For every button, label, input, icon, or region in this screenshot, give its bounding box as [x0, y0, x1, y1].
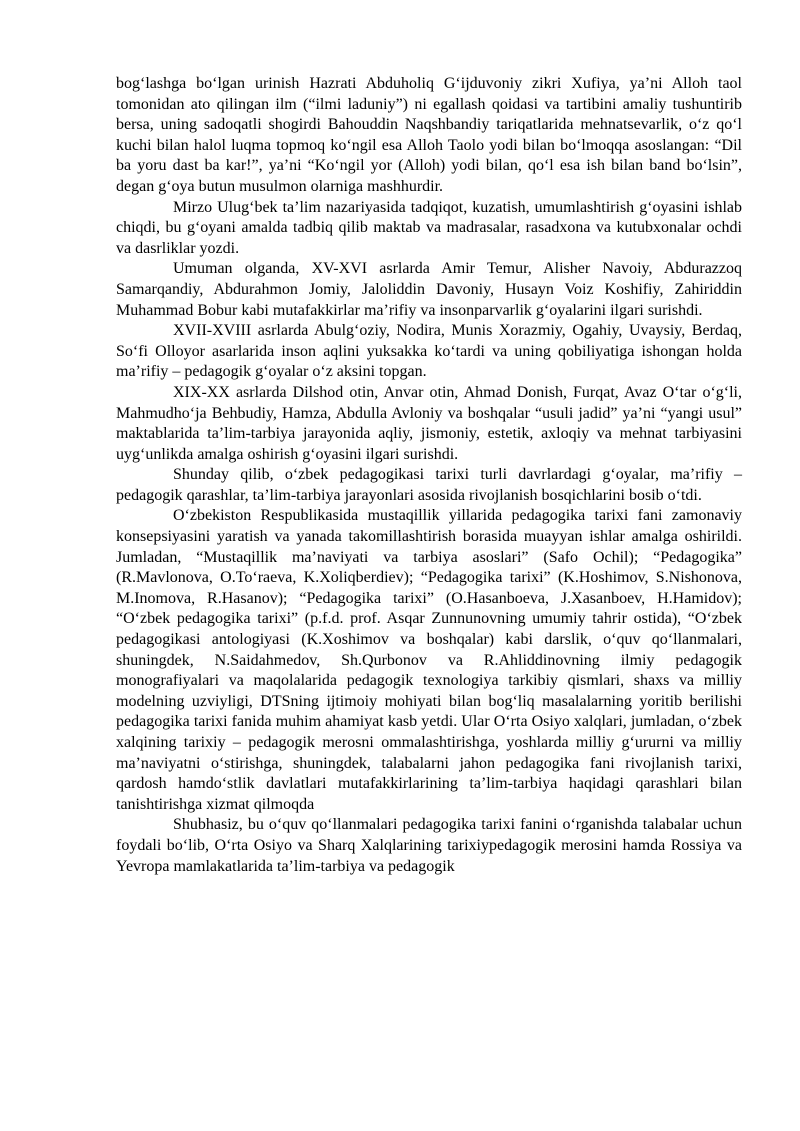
paragraph-8: Shubhasiz, bu o‘quv qo‘llanmalari pedagogika tarixi fanini o‘rganishda talabalar uchun foydali bo‘lib, O‘rta Osiyo va Sharq Xalqlarining tarixiypedagogik merosini hamda Rossiya va Yevropa mamlakatlarida ta’lim-tarbiya va pedagogik: [116, 816, 742, 875]
paragraph-5: XIX-XX asrlarda Dilshod otin, Anvar otin, Ahmad Donish, Furqat, Avaz O‘tar o‘g‘li, Mahmudho‘ja Behbudiy, Hamza, Abdulla Avloniy va boshqalar “usuli jadid” ya’ni “yangi usul” maktablarida ta’lim-tarbiya jarayonida aqliy, jismoniy, estetik, axloqiy va mehnat tarbiyasini uyg‘unlikda amalga oshirish g‘oyasini ilgari surishdi.: [116, 383, 742, 463]
paragraph-7: O‘zbekiston Respublikasida mustaqillik yillarida pedagogika tarixi fani zamonaviy konsepsiyasini yaratish va yanada takomillashtirish borasida muayyan ishlar amalga oshirildi. Jumladan, “Mustaqillik ma’naviyati va tarbiya asoslari” (Safo Ochil); “Pedagogika” (R.Mavlonova, O.To‘raeva, K.Xoliqberdiev); “Pedagogika tarixi” (K.Hoshimov, S.Nishonova, M.Inomova, R.Hasanov); “Pedagogika tarixi” (O.Hasanboeva, J.Xasanboev, H.Hamidov); “O‘zbek pedagogika tarixi” (p.f.d. prof. Asqar Zunnunovning umumiy tahrir ostida), “O‘zbek pedagogikasi antologiyasi (K.Xoshimov va boshqalar) kabi darslik, o‘quv qo‘llanmalari, shuningdek, N.Saidahmedov, Sh.Qurbonov va R.Ahliddinovning ilmiy pedagogik monografiyalari va maqolalarida pedagogik texnologiya tarkibiy qismlari, shaxs va milliy modelning uzviyligi, DTSning ijtimoiy mohiyati bilan bog‘liq masalalarning yoritib berilishi pedagogika tarixi fanida muhim ahamiyat kasb yetdi. Ular O‘rta Osiyo xalqlari, jumladan, o‘zbek xalqining tarixiy – pedagogik merosni ommalashtirishga, yoshlarda milliy g‘ururni va milliy ma’naviyatni o‘stirishga, shuningdek, talabalarni jahon pedagogika fani rivojlanish tarixi, qardosh hamdo‘stlik davlatlari mutafakkirlarining ta’lim-tarbiya haqidagi qarashlari bilan tanishtirishga xizmat qilmoqda: [116, 507, 742, 813]
paragraph-2: Mirzo Ulug‘bek ta’lim nazariyasida tadqiqot, kuzatish, umumlashtirish g‘oyasini ishlab chiqdi, bu g‘oyani amalda tadbiq qilib maktab va madrasalar, rasadxona va kutubxonalar ochdi va dasrliklar yozdi.: [116, 198, 742, 257]
paragraph-3: Umuman olganda, XV-XVI asrlarda Amir Temur, Alisher Navoiy, Abdurazzoq Samarqandiy, Abdurahmon Jomiy, Jaloliddin Davoniy, Husayn Voiz Koshifiy, Zahiriddin Muhammad Bobur kabi mutafakkirlar ma’rifiy va insonparvarlik g‘oyalarini ilgari surishdi.: [116, 260, 742, 319]
paragraph-4: XVII-XVIII asrlarda Abulg‘oziy, Nodira, Munis Xorazmiy, Ogahiy, Uvaysiy, Berdaq, So‘fi Olloyor asarlarida inson aqlini yuksakka ko‘tardi va uning qobiliyatiga ishongan holda ma’rifiy – pedagogik g‘oyalar o‘z aksini topgan.: [116, 322, 742, 381]
paragraph-1: bog‘lashga bo‘lgan urinish Hazrati Abduholiq G‘ijduvoniy zikri Xufiya, ya’ni Alloh taol tomonidan ato qilingan ilm (“ilmi laduniy”) ni egallash qoidasi va tartibini amaliy tushuntirib bersa, uning sadoqatli shogirdi Bahouddin Naqshbandiy tariqatlarida mehnatsevarlik, o‘z qo‘l kuchi bilan halol luqma topmoq ko‘ngil esa Alloh Taolo yodi bilan bo‘lmoqqa asoslangan: “Dil ba yoru dast ba kar!”, ya’ni “Ko‘ngil yor (Alloh) yodi bilan, qo‘l esa ish bilan band bo‘lsin”, degan g‘oya butun musulmon olarniga mashhurdir.: [116, 75, 742, 195]
document-page: [116, 74, 742, 877]
paragraph-6: Shunday qilib, o‘zbek pedagogikasi tarixi turli davrlardagi g‘oyalar, ma’rifiy – pedagogik qarashlar, ta’lim-tarbiya jarayonlari asosida rivojlanish bosqichlarini bosib o‘tdi.: [116, 466, 742, 504]
